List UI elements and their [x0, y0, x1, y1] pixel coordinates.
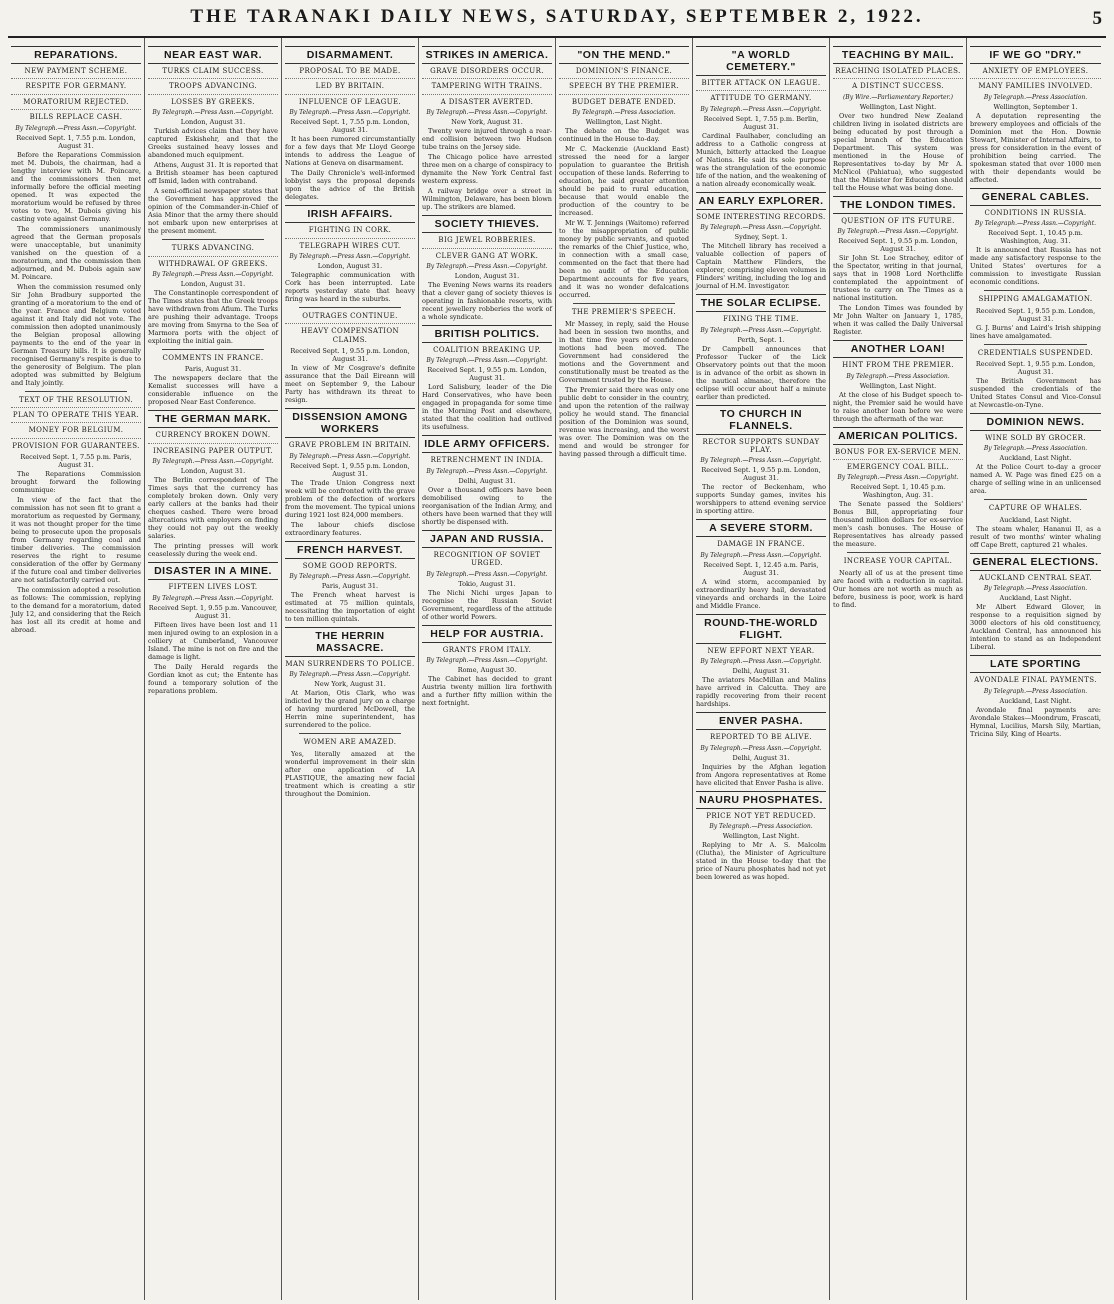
- section-divider: [984, 344, 1087, 345]
- article-byline: By Telegraph.—Press Assn.—Copyright.: [289, 572, 411, 580]
- article-dateline: Received Sept. 1, 9.55 p.m. London, August 31.: [701, 466, 821, 483]
- article-paragraph: Sir John St. Loe Strachey, editor of the Spectator, writing in that journal, says that in 1908 Lord Northcliffe contemplated the appointment of trustees to carry on The Times as a national institution.: [833, 254, 963, 303]
- article-paragraph: Replying to Mr A. S. Malcolm (Clutha), the Minister of Agriculture stated in the House to-day that the price of Nauru phosphates had not yet been lowered as was hoped.: [696, 840, 826, 881]
- article-dateline: Received Sept. 1, 9.55 p.m. Vancouver, August 31.: [148, 603, 278, 620]
- article-headline: DISARMAMENT.: [285, 46, 415, 64]
- article-subhead: CREDENTIALS SUSPENDED.: [977, 348, 1094, 357]
- column-7: [830, 38, 967, 1300]
- article: [11, 46, 141, 387]
- article-paragraph: At the close of his Budget speech to-night, the Premier said he would have to raise another loan before we were through the aftermath of the war.: [833, 390, 963, 423]
- article-dateline: Received Sept. 1, 7.55 p.m. Berlin, August 31.: [703, 114, 819, 131]
- article-dateline: London, August 31.: [317, 261, 383, 270]
- article-headline: ENVER PASHA.: [696, 712, 826, 730]
- article-subhead: WINE SOLD BY GROCER.: [985, 433, 1086, 442]
- article-byline: By Telegraph.—Press Assn.—Copyright.: [15, 124, 137, 132]
- article-dateline: Auckland, Last Night.: [999, 696, 1072, 705]
- article-subhead: SHIPPING AMALGAMATION.: [978, 295, 1093, 304]
- article: [148, 239, 278, 345]
- article-paragraph: The Berlin correspondent of The Times says that the currency has completely broken down. Only very early callers at the banks had their cheques cashed. There were broad altercations with employers on finding they could not pay out the weekly salaries.: [148, 476, 278, 541]
- article-dateline: Rome, August 30.: [457, 665, 517, 674]
- column-3: [282, 38, 419, 1300]
- article: [148, 410, 278, 558]
- article-subhead: AUCKLAND CENTRAL SEAT.: [979, 573, 1092, 582]
- article: [422, 46, 552, 211]
- article-dateline: Wellington, Last Night.: [859, 381, 937, 390]
- article-subhead: MORATORIUM REJECTED.: [11, 94, 141, 106]
- article: [970, 413, 1101, 495]
- article-subhead: NEW EFFORT NEXT YEAR.: [707, 646, 815, 655]
- article-subhead: AVONDALE FINAL PAYMENTS.: [974, 676, 1097, 685]
- article-byline: By Telegraph.—Press Assn.—Copyright.: [426, 656, 548, 664]
- section-divider: [847, 552, 949, 553]
- article: [970, 499, 1101, 548]
- article-paragraph: The aviators MacMillan and Malins have arrived in Calcutta. They are rapidly recovering from their recent hardships.: [696, 676, 826, 709]
- article: [148, 46, 278, 235]
- article-headline: A SEVERE STORM.: [696, 519, 826, 537]
- article-subhead: WOMEN ARE AMAZED.: [303, 738, 397, 747]
- article: [833, 427, 963, 549]
- article: [833, 340, 963, 422]
- article-subhead: RESPITE FOR GERMANY.: [11, 78, 141, 90]
- article: [285, 733, 415, 797]
- article-headline: GENERAL ELECTIONS.: [970, 553, 1101, 571]
- article: [696, 46, 826, 188]
- article-dateline: Received Sept. 1, 9.55 p.m. London, August 31.: [838, 237, 958, 254]
- article-paragraph: The Daily Chronicle's well-informed lobbyist says the proposal depends upon the advice of the British delegates.: [285, 169, 415, 202]
- article-headline: AN EARLY EXPLORER.: [696, 192, 826, 210]
- column-2: [145, 38, 282, 1300]
- article: [696, 614, 826, 708]
- article-paragraph: The printing presses will work ceaselessly during the week end.: [148, 542, 278, 559]
- article-subhead: TROOPS ADVANCING.: [148, 78, 278, 90]
- article-dateline: Auckland, Last Night.: [999, 594, 1072, 603]
- article-paragraph: The Chicago police have arrested three men on a charge of conspiracy to dynamite the New York Central fast western express.: [422, 153, 552, 186]
- article-dateline: Received Sept. 1, 9.55 p.m. London, August 31.: [975, 306, 1096, 323]
- article-paragraph: Avondale final payments are: Avondale Stakes—Moondrum, Frascati, Hymnal, Lucilius, Marsh Sily, Martian, Tricina Sily, King of Hearts.: [970, 705, 1101, 738]
- article-paragraph: It is announced that Russia has not made any satisfactory response to the United States' overtures for a commission to investigate Russian economic conditions.: [970, 246, 1101, 287]
- article-headline: IRISH AFFAIRS.: [285, 205, 415, 223]
- article-paragraph: The Evening News warns its readers that a clever gang of society thieves is operating in fashionable resorts, with recent jewellery robberies the work of a whole syndicate.: [422, 280, 552, 321]
- article-subhead: SOME INTERESTING RECORDS.: [696, 212, 826, 221]
- article-subhead: CAPTURE OF WHALES.: [988, 504, 1083, 513]
- article-headline: HELP FOR AUSTRIA.: [422, 625, 552, 643]
- article-subhead: DOMINION'S FINANCE.: [575, 67, 673, 75]
- column-8: [967, 38, 1104, 1300]
- article-dateline: Paris, August 31.: [184, 365, 242, 374]
- article-headline: BRITISH POLITICS.: [422, 325, 552, 343]
- article-paragraph: Lord Salisbury, leader of the Die Hard Conservatives, who have been engaged in propaganda for some time in the Morning Post and elsewhere, stated that the coalition had outlived its usefulness.: [422, 383, 552, 432]
- article-paragraph: The Reparations Commission brought forward the following communique:: [11, 470, 141, 495]
- article: [422, 325, 552, 431]
- article: [285, 307, 415, 404]
- article-byline: By Telegraph.—Press Assn.—Copyright.: [700, 551, 822, 559]
- article-paragraph: The commission adopted a resolution as follows: The commission, replying to the demand for a moratorium, dated July 12, and considering that the Reich has lost all its credit at home and abroad.: [11, 586, 141, 635]
- article-subhead: PRICE NOT YET REDUCED.: [706, 811, 816, 820]
- article: [696, 192, 826, 290]
- article-byline: By Telegraph.—Press Association.: [846, 372, 950, 380]
- article-subhead: COMMENTS IN FRANCE.: [162, 353, 264, 362]
- article-subhead: PROPOSAL TO BE MADE.: [299, 67, 401, 75]
- article-subhead: TURKS CLAIM SUCCESS.: [162, 67, 264, 75]
- article-paragraph: Before the Reparations Commission met M. Dubois, the chairman, had a lengthy interview with M. Poincare, and the commissioners then met informally before the official meeting opened. It was expected the moratorium would be refused by three votes to two, M. Dubois giving his casting vote against Germany.: [11, 150, 141, 223]
- article-dateline: Received Sept. 1, 7.55 p.m. London, August 31.: [290, 118, 410, 135]
- article-paragraph: In view of the fact that the commission has not seen fit to grant a moratorium as requested by Germany, it was not thought proper for the time being to prosecute upon the proposals from Germany regarding coal and timber deliveries. The commission reserves the right to resume consideration of the offer by Germany if the future coal and timber deliveries are not satisfactorily carried out.: [11, 496, 141, 585]
- article-headline: GENERAL CABLES.: [970, 188, 1101, 206]
- article-paragraph: In view of Mr Cosgrave's definite assurance that the Dail Eireann will meet on September 9, the Labour Party has withdrawn its threat to resign.: [285, 364, 415, 405]
- article-subhead: GRAVE PROBLEM IN BRITAIN.: [288, 441, 412, 450]
- article-paragraph: The newspapers declare that the Kemalist successes will have a considerable influence on the proposed Near East Conference.: [148, 374, 278, 407]
- article: [285, 541, 415, 623]
- section-divider: [299, 733, 401, 734]
- article-subhead: THE PREMIER'S SPEECH.: [571, 308, 677, 317]
- article-byline: By Telegraph.—Press Assn.—Copyright.: [426, 262, 548, 270]
- article-paragraph: The Trade Union Congress next week will be confronted with the grave problem of the defection of workers from the movement. The typical unions during 1921 lost 824,000 members.: [285, 478, 415, 519]
- column-5: [556, 38, 693, 1300]
- article-paragraph: Turkish advices claim that they have captured Eskishehr, and that the Greeks sustained heavy losses and abandoned much equipment.: [148, 127, 278, 160]
- article-paragraph: The London Times was founded by Mr John Walter on January 1, 1785, when it was called the Daily Universal Register.: [833, 304, 963, 337]
- article-paragraph: The Daily Herald regards the Gordian knot as cut; the Entente has found a temporary solution of the reparations problem.: [148, 662, 278, 695]
- article-paragraph: At Marion, Otis Clark, who was indicted by the grand jury on a charge of having murdered McDowell, the Herrin mine superintendent, has surrendered to the police.: [285, 689, 415, 730]
- article-headline: ANOTHER LOAN!: [833, 340, 963, 358]
- article-paragraph: Mr W. T. Jennings (Waitomo) referred to the misappropriation of public money by public servants, and quoted the remarks of the Chief Justice, who, in connection with a small case, commented on the fact that there had been no audit of the Education Department accounts for five years, and it was no wonder defalcations occurred.: [559, 219, 689, 300]
- article-byline: By Telegraph.—Press Assn.—Copyright.: [289, 671, 411, 679]
- article: [696, 294, 826, 400]
- article: [833, 196, 963, 336]
- article-paragraph: Athens, August 31. It is reported that a British steamer has been captured off Ismid, laden with contraband.: [148, 161, 278, 186]
- column-6: [693, 38, 830, 1300]
- article-byline: By Telegraph.—Press Assn.—Copyright.: [700, 326, 822, 334]
- article-subhead: CLEVER GANG AT WORK.: [422, 248, 552, 260]
- article-byline: By Telegraph.—Press Association.: [983, 445, 1088, 453]
- article-headline: IDLE ARMY OFFICERS.: [422, 435, 552, 453]
- article-headline: THE HERRIN MASSACRE.: [285, 627, 415, 657]
- article-subhead: GRANTS FROM ITALY.: [442, 645, 532, 654]
- article-byline: By Telegraph.—Press Association.: [572, 109, 676, 117]
- article-subhead: RETRENCHMENT IN INDIA.: [430, 456, 544, 465]
- article: [422, 530, 552, 621]
- article-dateline: Received Sept. 1, 10.45 p.m. Washington, Aug. 31.: [988, 229, 1083, 246]
- article-paragraph: A deputation representing the brewery employees and officials of the Dominion met the Hon. Downie Stewart, Minister of Internal Affairs, to press for consideration in the event of prohibition being carried. The spokesman stated that over 1000 men with their dependants would be affected.: [970, 111, 1101, 184]
- article-subhead: ANXIETY OF EMPLOYEES.: [982, 67, 1089, 75]
- article-headline: IF WE GO "DRY.": [970, 46, 1101, 64]
- article-subhead: INCREASE YOUR CAPITAL.: [843, 557, 953, 566]
- article-subhead: NEW PAYMENT SCHEME.: [24, 67, 128, 75]
- article-dateline: London, August 31.: [454, 271, 520, 280]
- article-byline: By Telegraph.—Press Assn.—Copyright.: [152, 109, 274, 117]
- article-headline: THE LONDON TIMES.: [833, 196, 963, 214]
- article-byline: By Telegraph.—Press Assn.—Copyright.: [289, 109, 411, 117]
- article: [148, 562, 278, 694]
- article-paragraph: Mr Massey, in reply, said the House had been in session two months, and in that time five years of confidence motions had been moved. The Government had considered the motions and the Government and constitutionally must be treated as the Government trusted by the House.: [559, 319, 689, 384]
- article: [11, 391, 141, 635]
- article-byline: By Telegraph.—Press Assn.—Copyright.: [974, 220, 1097, 228]
- article-paragraph: G. J. Burns' and Laird's Irish shipping lines have amalgamated.: [970, 323, 1101, 340]
- article-paragraph: The Constantinople correspondent of The Times states that the Greek troops have withdrawn from Afium. The Turks are pushing their advantage. Troops are moving from Smyrna to the Sea of Marmora ports with the object of exploiting the initial gain.: [148, 288, 278, 345]
- article-dateline: London, August 31.: [180, 279, 246, 288]
- article-dateline: Delhi, August 31.: [732, 667, 790, 676]
- article-subhead: DAMAGE IN FRANCE.: [717, 540, 805, 549]
- article: [559, 46, 689, 299]
- masthead-title: THE TARANAKI DAILY NEWS, SATURDAY, SEPTEMBER 2, 1922.: [190, 6, 924, 27]
- article-headline: THE SOLAR ECLIPSE.: [696, 294, 826, 312]
- article-byline: By Telegraph.—Press Assn.—Copyright.: [426, 570, 548, 578]
- article-subhead: ATTITUDE TO GERMANY.: [696, 90, 826, 102]
- article: [696, 791, 826, 881]
- article-headline: "A WORLD CEMETERY.": [696, 46, 826, 76]
- article-headline: FRENCH HARVEST.: [285, 541, 415, 559]
- article: [285, 408, 415, 536]
- article-subhead: PROVISION FOR GUARANTEES.: [11, 438, 141, 450]
- article-subhead: FIFTEEN LIVES LOST.: [168, 583, 258, 592]
- article: [422, 625, 552, 707]
- section-divider: [162, 349, 264, 350]
- article-headline: STRIKES IN AMERICA.: [422, 46, 552, 64]
- article-byline: By Telegraph.—Press Assn.—Copyright.: [152, 270, 274, 278]
- article-paragraph: A railway bridge over a street in Wilmington, Delaware, has been blown up. The strikers are blamed.: [422, 187, 552, 212]
- article-paragraph: When the commission resumed only Sir John Bradbury supported the granting of a moratorium to the end of the year. France and Belgium voted against it and Italy did not vote. The commission then adopted unanimously the Belgian proposal allowing payments to the end of the year in German Treasury bills. It is generally recognised Germany's respite is due to the generosity of Belgium. The plan adopted was submitted by Belgium and Italy jointly.: [11, 282, 141, 387]
- article-subhead: A DISASTER AVERTED.: [422, 94, 552, 106]
- article-dateline: Received Sept. 1, 12.45 a.m. Paris, August 31.: [703, 560, 819, 577]
- article-subhead: TURKS ADVANCING.: [171, 244, 255, 253]
- article: [559, 303, 689, 457]
- article-paragraph: A semi-official newspaper states that the Government has approved the opinion of the Commander-in-Chief of Asia Minor that the army there should not embark upon new enterprises at the present moment.: [148, 187, 278, 236]
- masthead: [8, 6, 1106, 38]
- section-divider: [984, 499, 1087, 500]
- article-headline: DOMINION NEWS.: [970, 413, 1101, 431]
- article-dateline: London, August 31.: [180, 467, 246, 476]
- article-byline: By Telegraph.—Press Assn.—Copyright.: [289, 252, 411, 260]
- article-subhead: RECTOR SUPPORTS SUNDAY PLAY.: [702, 437, 820, 454]
- article-byline: By Telegraph.—Press Assn.—Copyright.: [152, 594, 274, 602]
- article: [833, 552, 963, 608]
- article-dateline: Received Sept. 1, 9.55 p.m. London, August 31.: [427, 366, 547, 383]
- article-dateline: Wellington, September 1.: [993, 102, 1078, 111]
- article-byline: By Telegraph.—Press Assn.—Copyright.: [426, 357, 548, 365]
- article-byline: By Telegraph.—Press Assn.—Copyright.: [837, 228, 959, 236]
- article-subhead: MAN SURRENDERS TO POLICE.: [285, 659, 415, 668]
- article-paragraph: Twenty were injured through a rear-end collision between two Hudson tube trains on the Jersey side.: [422, 127, 552, 152]
- article-byline: (By Wire.—Parliamentary Reporter.): [842, 93, 954, 101]
- article-byline: By Telegraph.—Press Association.: [983, 93, 1088, 101]
- column-4: [419, 38, 556, 1300]
- article-headline: ROUND-THE-WORLD FLIGHT.: [696, 614, 826, 644]
- article: [970, 553, 1101, 651]
- page-number: 5: [1092, 8, 1102, 29]
- article-paragraph: The Nichi Nichi urges Japan to recognise the Russian Soviet Government, regardless of the attitude of other world Powers.: [422, 588, 552, 621]
- article: [696, 519, 826, 609]
- article-dateline: Delhi, August 31.: [458, 476, 516, 485]
- article-subhead: BITTER ATTACK ON LEAGUE.: [701, 79, 821, 87]
- article-subhead: SPEECH BY THE PREMIER.: [559, 78, 689, 90]
- article: [422, 215, 552, 321]
- article-dateline: Wellington, Last Night.: [585, 118, 663, 127]
- article-paragraph: The Mitchell library has received a valuable collection of papers of Captain Matthew Flinders, the explorer, comprising eleven volumes in Flinders' writing, including the log and journal of H.M. Investigator.: [696, 242, 826, 291]
- article-paragraph: The rector of Beckenham, who supports Sunday games, invites his worshippers to attend evening service in sporting attire.: [696, 483, 826, 516]
- article-byline: By Telegraph.—Press Assn.—Copyright.: [700, 744, 822, 752]
- section-divider: [162, 239, 264, 240]
- article: [285, 627, 415, 729]
- article: [970, 344, 1101, 409]
- article-headline: NEAR EAST WAR.: [148, 46, 278, 64]
- article-paragraph: Mr C. Mackenzie (Auckland East) stressed the need for a larger population to guarantee the British occupation of these lands. Referring to education, he said greater attention should be paid to rural education, because that would enable the production of the country to be increased.: [559, 145, 689, 218]
- article-dateline: Auckland, Last Night.: [999, 515, 1072, 524]
- article-byline: By Telegraph.—Press Assn.—Copyright.: [700, 224, 822, 232]
- article-subhead: LOSSES BY GREEKS.: [148, 94, 278, 106]
- article-subhead: BIG JEWEL ROBBERIES.: [438, 236, 536, 245]
- article-paragraph: Yes, literally amazed at the wonderful improvement in their skin after one application of LA PLASTIQUE, the amazing new facial treatment which is creating a stir throughout the Dominion.: [285, 749, 415, 798]
- article-paragraph: The Premier said there was only one public debt to consider in the country, and upon the retention of the railway policy he would stand. The financial position of the Dominion was sound, revenue was increasing, and the worst was over. The Dominion was on the mend and would be stronger for having passed through a difficult time.: [559, 385, 689, 458]
- article-dateline: Received Sept. 1, 9.55 p.m. London, August 31.: [975, 359, 1096, 376]
- article-dateline: Delhi, August 31.: [732, 753, 790, 762]
- article-subhead: PLAN TO OPERATE THIS YEAR.: [11, 407, 141, 419]
- column-1: [8, 38, 145, 1300]
- article-subhead: GRAVE DISORDERS OCCUR.: [430, 67, 544, 75]
- article-paragraph: The commissioners unanimously agreed that the German proposals were unacceptable, but unanimity vanished on the question of a moratorium, and the commission then adjourned, and M. Dubois again saw M. Poincare.: [11, 224, 141, 281]
- article-subhead: INFLUENCE OF LEAGUE.: [285, 94, 415, 106]
- article-dateline: Paris, August 31.: [321, 581, 379, 590]
- article-dateline: Received Sept. 1, 9.55 p.m. London, August 31.: [290, 461, 410, 478]
- article-dateline: London, August 31.: [180, 118, 246, 127]
- article-headline: "ON THE MEND.": [559, 46, 689, 64]
- article-dateline: Received Sept. 1, 10.45 p.m. Washington, Aug. 31.: [850, 483, 946, 500]
- article: [696, 712, 826, 786]
- article-byline: By Telegraph.—Press Assn.—Copyright.: [152, 458, 274, 466]
- article-headline: DISASTER IN A MINE.: [148, 562, 278, 580]
- article-paragraph: Nearly all of us at the present time are faced with a reduction in capital. Our homes are not worth as much as before, business is poor, work is hard to find.: [833, 568, 963, 609]
- article: [285, 46, 415, 201]
- article-headline: AMERICAN POLITICS.: [833, 427, 963, 445]
- article-paragraph: Over a thousand officers have been demobilised owing to the reorganisation of the Indian Army, and others have been warned that they will shortly be dispensed with.: [422, 485, 552, 526]
- article-subhead: HINT FROM THE PREMIER.: [842, 361, 954, 370]
- article-subhead: TELEGRAPH WIRES CUT.: [285, 238, 415, 250]
- article: [970, 290, 1101, 339]
- article-subhead: FIGHTING IN CORK.: [308, 226, 392, 235]
- article-byline: By Telegraph.—Press Assn.—Copyright.: [426, 467, 548, 475]
- article: [833, 46, 963, 192]
- article-byline: By Telegraph.—Press Association.: [983, 687, 1088, 695]
- article-subhead: CONDITIONS IN RUSSIA.: [984, 208, 1087, 217]
- article: [970, 188, 1101, 286]
- article-dateline: Perth, Sept. 1.: [737, 335, 785, 344]
- article: [970, 655, 1101, 737]
- article-subhead: FIXING THE TIME.: [723, 315, 799, 324]
- article-paragraph: It has been rumored circumstantially for a few days that Mr Lloyd George intends to address the League of Nations at Geneva on disarmament.: [285, 135, 415, 168]
- article-subhead: HEAVY COMPENSATION CLAIMS.: [285, 323, 415, 344]
- article-headline: THE GERMAN MARK.: [148, 410, 278, 428]
- article-subhead: BILLS REPLACE CASH.: [11, 109, 141, 121]
- article-paragraph: A wind storm, accompanied by extraordinarily heavy hail, devastated vineyards and orchards in the Loire and Middle France.: [696, 577, 826, 610]
- article-byline: By Telegraph.—Press Assn.—Copyright.: [837, 474, 959, 482]
- article-byline: By Telegraph.—Press Association.: [709, 822, 813, 830]
- article-subhead: INCREASING PAPER OUTPUT.: [148, 443, 278, 455]
- article-subhead: EMERGENCY COAL BILL.: [833, 459, 963, 471]
- article-subhead: TEXT OF THE RESOLUTION.: [19, 395, 133, 404]
- article-headline: LATE SPORTING: [970, 655, 1101, 673]
- article-subhead: LED BY BRITAIN.: [285, 78, 415, 90]
- article: [696, 405, 826, 516]
- article-dateline: Wellington, Last Night.: [859, 102, 937, 111]
- article-headline: SOCIETY THIEVES.: [422, 215, 552, 233]
- article-paragraph: Telegraphic communication with Cork has been interrupted. Late reports yesterday state that heavy firing was heard in the suburbs.: [285, 270, 415, 303]
- article-subhead: A DISTINCT SUCCESS.: [833, 78, 963, 90]
- article: [148, 349, 278, 406]
- article-byline: By Telegraph.—Press Assn.—Copyright.: [426, 109, 548, 117]
- article: [285, 205, 415, 303]
- article-byline: By Telegraph.—Press Association.: [983, 585, 1088, 593]
- article-paragraph: Mr Albert Edward Glover, in response to a requisition signed by 3000 electors of his old constituency, Auckland Central, has announced his intention to stand as an Independent Liberal.: [970, 603, 1101, 652]
- article-paragraph: The Cabinet has decided to grant Austria twenty million lira forthwith and a further fifty million within the next fortnight.: [422, 674, 552, 707]
- article-paragraph: The British Government has suspended the credentials of the United States Consul and Vice-Consul at Newcastle-on-Tyne.: [970, 376, 1101, 409]
- article-dateline: New York, August 31.: [314, 680, 386, 689]
- article-subhead: TAMPERING WITH TRAINS.: [422, 78, 552, 90]
- article-subhead: OUTRAGES CONTINUE.: [302, 311, 398, 320]
- article-headline: NAURU PHOSPHATES.: [696, 791, 826, 809]
- columns: [8, 38, 1106, 1300]
- article-paragraph: At the Police Court to-day a grocer named A. W. Page was fined £25 on a charge of selling wine in an unlicensed area.: [970, 463, 1101, 496]
- article-dateline: Tokio, August 31.: [458, 579, 516, 588]
- article-subhead: MANY FAMILIES INVOLVED.: [970, 78, 1101, 90]
- article-subhead: WITHDRAWAL OF GREEKS.: [148, 256, 278, 268]
- article-paragraph: Over two hundred New Zealand children living in isolated districts are being educated by post through a special branch of the Education Department. This system was mentioned in the House of Representatives to-day by Mr A. McNicol (Pahiatua), who suggested that the Minister for Education should tell the House what was being done.: [833, 111, 963, 192]
- section-divider: [25, 391, 127, 392]
- article-headline: JAPAN AND RUSSIA.: [422, 530, 552, 548]
- article-subhead: QUESTION OF ITS FUTURE.: [841, 216, 955, 225]
- article-subhead: CURRENCY BROKEN DOWN.: [155, 431, 271, 440]
- article-byline: By Telegraph.—Press Assn.—Copyright.: [289, 452, 411, 460]
- article-paragraph: The labour chiefs disclose extraordinary features.: [285, 520, 415, 537]
- article-headline: REPARATIONS.: [11, 46, 141, 64]
- section-divider: [299, 307, 401, 308]
- article: [422, 435, 552, 525]
- article-subhead: COALITION BREAKING UP.: [433, 345, 541, 354]
- article-paragraph: The French wheat harvest is estimated at 75 million quintals, necessitating the importation of eight to ten million quintals.: [285, 590, 415, 623]
- article-dateline: Sydney, Sept. 1.: [734, 233, 788, 242]
- article-paragraph: The debate on the Budget was continued in the House to-day.: [559, 127, 689, 144]
- section-divider: [984, 290, 1087, 291]
- article-paragraph: Dr Campbell announces that Professor Tucker of the Lick Observatory points out that the moon is in advance of the orbit as shown in the nautical almanac, therefore the eclipse will occur about half a minute earlier than predicted.: [696, 344, 826, 401]
- article-paragraph: Inquiries by the Afghan legation from Angora representatives at Rome have elicited that Enver Pasha is alive.: [696, 762, 826, 787]
- article-paragraph: The Senate passed the Soldiers' Bonus Bill, appropriating four thousand million dollars for ex-service men's cash bonuses. The House of Representatives has already passed the measure.: [833, 500, 963, 549]
- article-dateline: Received Sept. 1, 7.55 p.m. Paris, August 31.: [20, 453, 132, 470]
- article: [970, 46, 1101, 184]
- article-dateline: New York, August 31.: [451, 118, 523, 127]
- article-headline: TO CHURCH IN FLANNELS.: [696, 405, 826, 435]
- article-subhead: MONEY FOR BELGIUM.: [11, 422, 141, 434]
- section-divider: [573, 303, 675, 304]
- article-dateline: Wellington, Last Night.: [722, 831, 800, 840]
- article-paragraph: Cardinal Faulhaber, concluding an address to a Catholic congress at Munich, bitterly attacked the League of Nations. He said its sole purpose was the strangulation of the economic life of the nation, and the weakening of a nation already economically weak.: [696, 131, 826, 188]
- article-byline: By Telegraph.—Press Assn.—Copyright.: [700, 658, 822, 666]
- article-headline: TEACHING BY MAIL.: [833, 46, 963, 64]
- article-dateline: Auckland, Last Night.: [999, 454, 1072, 463]
- article-subhead: SOME GOOD REPORTS.: [302, 561, 398, 570]
- article-subhead: REACHING ISOLATED PLACES.: [835, 67, 961, 75]
- article-subhead: BONUS FOR EX-SERVICE MEN.: [835, 447, 961, 456]
- article-byline: By Telegraph.—Press Assn.—Copyright.: [700, 457, 822, 465]
- article-dateline: Received Sept. 1, 7.55 p.m. London, August 31.: [16, 133, 136, 150]
- article-paragraph: Fifteen lives have been lost and 11 men injured owing to an explosion in a colliery at Cumberland, Vancouver Island. The mine is not on fire and the damage is light.: [148, 620, 278, 661]
- article-headline: DISSENSION AMONG WORKERS: [285, 408, 415, 438]
- article-subhead: REPORTED TO BE ALIVE.: [710, 733, 812, 742]
- article-subhead: RECOGNITION OF SOVIET URGED.: [433, 550, 541, 568]
- article-dateline: Received Sept. 1, 9.55 p.m. London, August 31.: [290, 347, 410, 364]
- article-subhead: BUDGET DEBATE ENDED.: [559, 94, 689, 106]
- article-paragraph: The steam whaler, Hananui II, as a result of two months' winter whaling off Cape Brett, captured 21 whales.: [970, 524, 1101, 549]
- article-byline: By Telegraph.—Press Assn.—Copyright.: [700, 105, 822, 113]
